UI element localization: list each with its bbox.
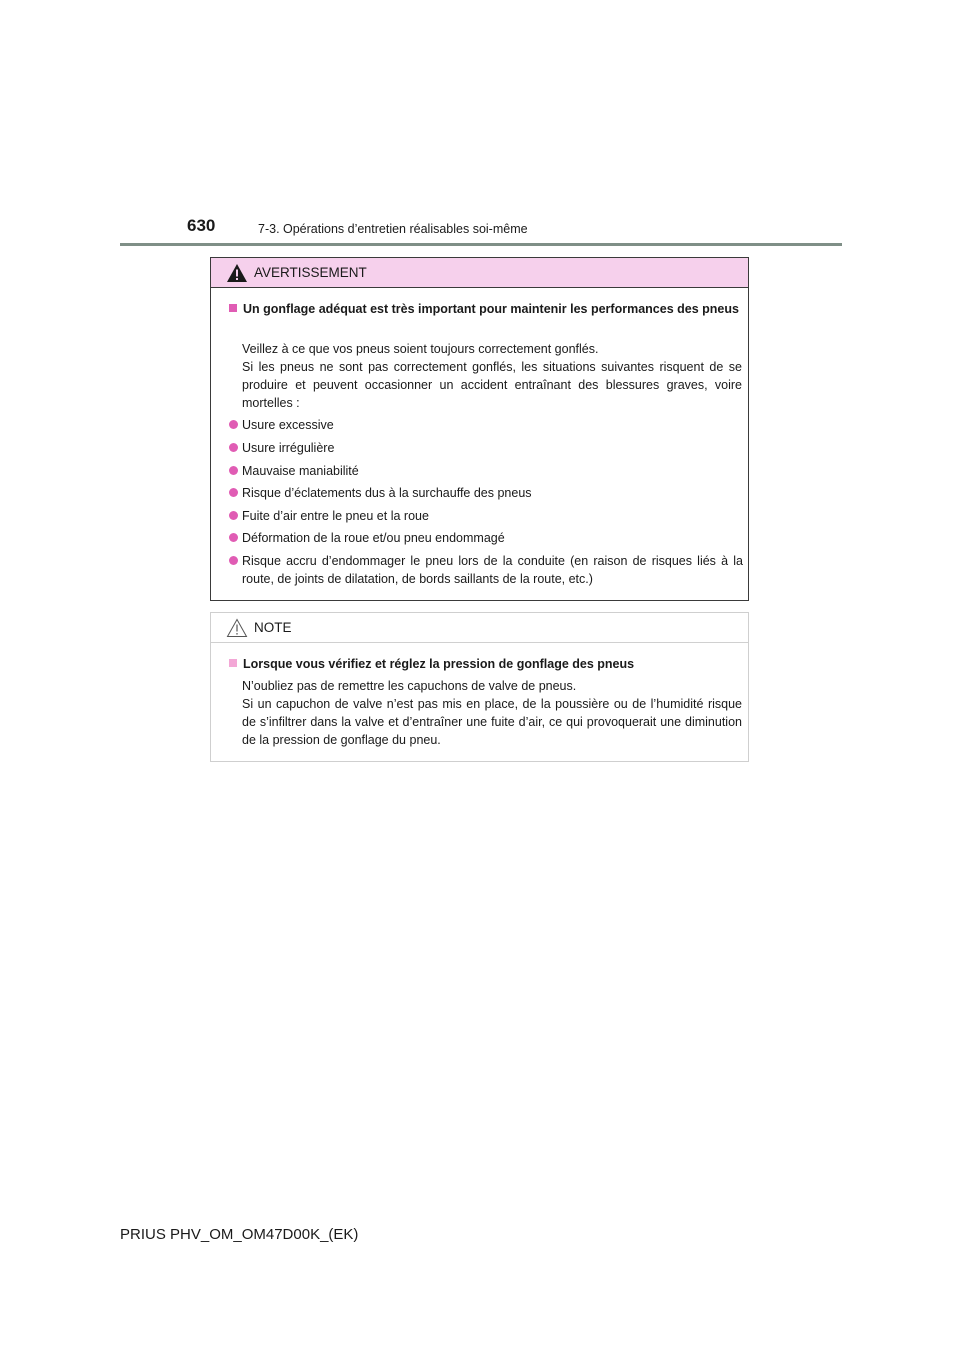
circle-bullet-icon xyxy=(229,443,238,452)
warning-paragraph-2: Si les pneus ne sont pas correctement gonflés, les situations suivantes risquent de se produire et peuvent occasionner un accident entraînant des blessures graves, voire mortelles : xyxy=(242,360,742,410)
list-item: Risque d’éclatements dus à la surchauffe des pneus xyxy=(229,484,743,502)
page-number: 630 xyxy=(187,216,216,235)
warning-header xyxy=(211,258,748,288)
caution-outline-triangle-icon xyxy=(226,618,248,638)
circle-bullet-icon xyxy=(229,533,238,542)
warning-heading xyxy=(229,300,743,318)
circle-bullet-icon xyxy=(229,488,238,497)
circle-bullet-icon xyxy=(229,511,238,520)
note-paragraph-1: N’oubliez pas de remettre les capuchons de valve de pneus. xyxy=(242,679,577,693)
section-title: 7-3. Opérations d’entretien réalisables soi-même xyxy=(258,222,528,236)
note-box xyxy=(210,612,749,762)
note-heading-text: Lorsque vous vérifiez et réglez la pression de gonflage des pneus xyxy=(243,657,635,671)
warning-heading-text: Un gonflage adéquat est très important pour maintenir les performances des pneus xyxy=(243,302,739,316)
circle-bullet-icon xyxy=(229,466,238,475)
list-item: Fuite d’air entre le pneu et la roue xyxy=(229,507,743,525)
square-bullet-icon xyxy=(229,659,237,667)
circle-bullet-icon xyxy=(229,420,238,429)
note-paragraph-2: Si un capuchon de valve n’est pas mis en place, de la poussière ou de l’humidité risque de s’infiltrer dans la valve et d’entraîner une fuite d’air, ce qui provoquerait une diminution de la pression de gonflage du pneu. xyxy=(242,697,742,747)
circle-bullet-icon xyxy=(229,556,238,565)
list-item: Déformation de la roue et/ou pneu endommagé xyxy=(229,529,743,547)
note-label: NOTE xyxy=(254,620,292,635)
warning-box xyxy=(210,257,749,601)
list-item: Usure irrégulière xyxy=(229,439,743,457)
warning-triangle-icon xyxy=(226,263,248,283)
list-item: Risque accru d’endommager le pneu lors de la conduite (en raison de risques liés à la route, de joints de dilatation, de bords saillants de la route, etc.) xyxy=(229,552,743,588)
header-divider xyxy=(120,243,842,246)
note-header xyxy=(211,613,748,643)
square-bullet-icon xyxy=(229,304,237,312)
document-code: PRIUS PHV_OM_OM47D00K_(EK) xyxy=(120,1226,359,1243)
warning-label: AVERTISSEMENT xyxy=(254,265,367,280)
warning-paragraph-1: Veillez à ce que vos pneus soient toujours correctement gonflés. xyxy=(242,342,599,356)
list-item: Mauvaise maniabilité xyxy=(229,462,743,480)
note-heading xyxy=(229,655,743,673)
list-item: Usure excessive xyxy=(229,416,743,434)
